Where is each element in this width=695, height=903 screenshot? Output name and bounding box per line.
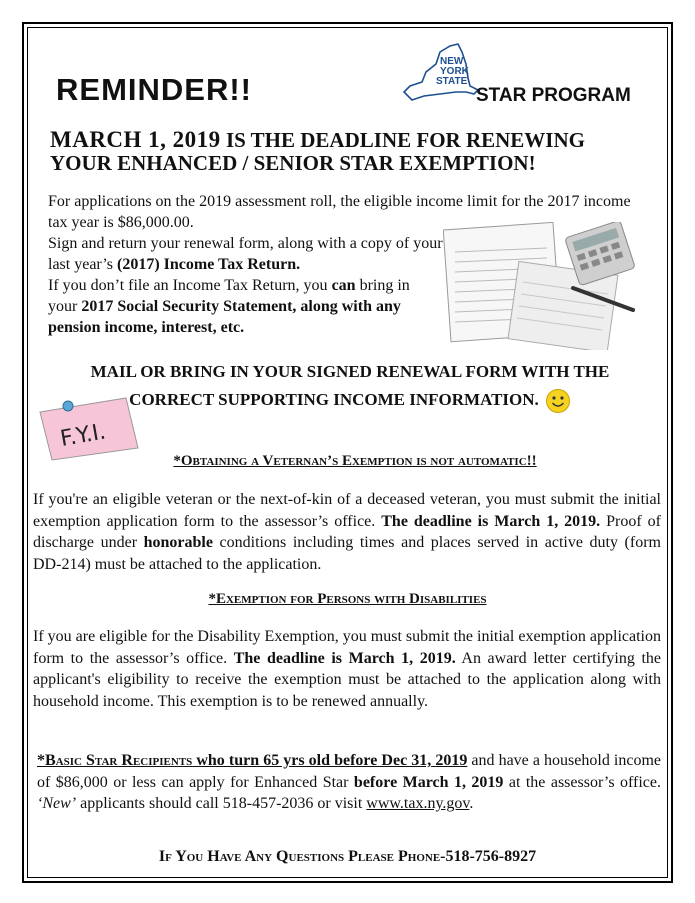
- logo-new: NEW: [440, 56, 464, 67]
- basic-star-u2: who turn 65 yrs old before Dec 31, 2019: [192, 752, 468, 769]
- veteran-title: *Obtaining a Veternan’s Exemption is not automatic!!: [173, 453, 537, 469]
- headline-line1: IS THE DEADLINE FOR RENEWING: [220, 128, 585, 152]
- disability-t3: An award letter certifying the applicant's eligibility to receive the exemption must be attached to the application along with household income. This exemption is to be renewed annually.: [33, 649, 661, 710]
- basic-star-t2: before March 1, 2019: [353, 773, 504, 791]
- headline-date: MARCH 1, 2019: [50, 127, 221, 152]
- basic-star-t3: at the assessor’s office.: [503, 773, 662, 791]
- fyi-text: F.Y.I.: [58, 419, 108, 452]
- no-return-d: 2017 Social Security Statement, along with any pension income, interest, etc.: [48, 298, 401, 336]
- veteran-t5: conditions including times and places served in active duty (form DD-214) must be attached to the application.: [33, 534, 661, 573]
- disability-title: *Exemption for Persons with Disabilities: [208, 591, 487, 607]
- no-return-c: bring in your: [48, 277, 410, 315]
- veteran-t3: Proof of discharge under: [33, 512, 662, 551]
- income-limit-text: For applications on the 2019 assessment roll, the eligible income limit for the 2017 income tax year is $86,000.00.: [48, 193, 631, 231]
- veteran-t1: If you're an eligible veteran or the next-of-kin of a deceased veteran, you must submit the initial exemption application form to the assessor’s office.: [33, 491, 661, 530]
- disability-t1: If you are eligible for the Disability Exemption, you must submit the initial exemption application form to the assessor’s office.: [33, 628, 661, 667]
- reminder-title: REMINDER!!: [56, 72, 252, 107]
- logo-state: STATE: [436, 76, 468, 87]
- veteran-t2: The deadline is March 1, 2019.: [381, 512, 601, 530]
- mail-notice: [60, 358, 640, 414]
- mail-notice-line2: CORRECT SUPPORTING INCOME INFORMATION.: [129, 390, 539, 409]
- no-return-text: [48, 275, 443, 338]
- headline-line2: YOUR ENHANCED / SENIOR STAR EXEMPTION!: [50, 151, 536, 175]
- no-return-a: If you don’t file an Income Tax Return, you: [48, 277, 332, 294]
- no-return-b: can: [331, 277, 356, 294]
- basic-star-t1: and have a household income of $86,000 or less can apply for Enhanced Star: [37, 752, 661, 791]
- basic-star-u1: *Basic Star Recipients: [37, 752, 193, 769]
- renewal-text: [48, 233, 443, 275]
- tax-forms-calculator-image: [443, 222, 635, 350]
- basic-star-t4: ‘New’: [37, 795, 77, 812]
- fyi-sticky-note: [34, 394, 144, 462]
- phone-footer: If You Have Any Questions Please Phone-518-756-8927: [158, 848, 537, 865]
- star-program-label: STAR PROGRAM: [476, 85, 631, 106]
- mail-notice-line1: MAIL OR BRING IN YOUR SIGNED RENEWAL FORM WITH THE: [90, 362, 610, 381]
- disability-text: [33, 626, 661, 712]
- veteran-t4: honorable: [143, 534, 213, 551]
- logo-york: YORK: [440, 66, 469, 77]
- disability-t2: The deadline is March 1, 2019.: [233, 649, 456, 667]
- smiley-icon: [545, 388, 571, 414]
- basic-star-t5: applicants should call 518-457-2036 or visit: [76, 795, 367, 812]
- basic-star-text: [37, 750, 661, 815]
- renewal-text-a: Sign and return your renewal form, along with a copy of your last year’s: [48, 235, 443, 273]
- veteran-text: [33, 489, 661, 575]
- basic-star-t6: .: [469, 795, 474, 812]
- tax-website-link[interactable]: www.tax.ny.gov: [366, 795, 470, 812]
- headline: [50, 128, 650, 175]
- renewal-text-b: (2017) Income Tax Return.: [117, 256, 301, 273]
